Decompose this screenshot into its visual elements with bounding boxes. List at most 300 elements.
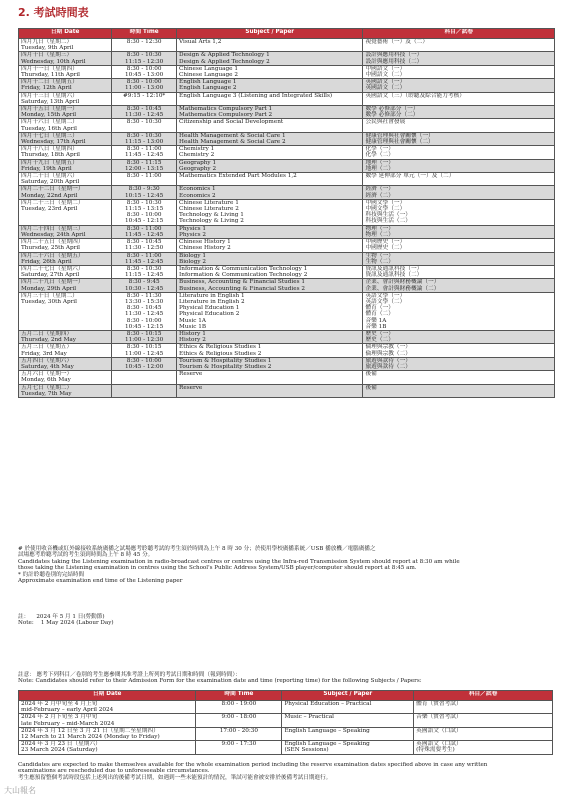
- date-cell: [19, 371, 112, 384]
- header-subject: Subject / Paper: [282, 691, 414, 701]
- table-row: [19, 159, 555, 172]
- table-row: [19, 279, 555, 292]
- header-time: 時間 Time: [112, 29, 177, 39]
- subject-cell: [177, 65, 363, 78]
- time-cell: [112, 39, 177, 52]
- chinese-subject-cell-line: 地理（二）: [365, 165, 394, 172]
- time-cell: [112, 384, 177, 397]
- date-cell-line: 四月二十六日（星期五）: [21, 252, 84, 259]
- chinese-subject-cell: [363, 344, 555, 357]
- time-cell-line: 8:30 - 9:30: [128, 186, 160, 193]
- note-line: 試場應考聆聽考試的考生須到時間為上午 8 時 45 分。: [18, 552, 154, 559]
- date-cell: [19, 79, 112, 92]
- time-cell-line: 8:30 - 10:45: [126, 106, 162, 113]
- date-cell-line: mid-February – early April 2024: [21, 707, 114, 714]
- date-cell-line: Saturday, 27th April: [21, 272, 80, 279]
- note-line: Approximate examination end time of the Listening paper: [18, 578, 183, 585]
- subject-cell: [282, 701, 414, 714]
- time-cell-line: 8:30 - 11:15: [126, 159, 162, 166]
- time-cell: [112, 252, 177, 265]
- time-cell-line: 11:30 - 12:50: [124, 245, 164, 252]
- date-cell-line: Thursday, 25th April: [21, 245, 80, 252]
- date-cell: [19, 344, 112, 357]
- chinese-subject-cell-line: 健康管理與社會關懷（一）: [365, 132, 434, 139]
- time-cell-line: 10:15 - 12:45: [124, 192, 164, 199]
- time-cell-line: 8:30 - 10:45: [126, 305, 162, 312]
- footer-line: examinations are rescheduled due to unforeseeable circumstances.: [18, 768, 210, 775]
- date-cell-line: 五月七日（星期二）: [21, 384, 73, 391]
- subject-cell: [177, 330, 363, 343]
- chinese-subject-cell: [363, 52, 555, 65]
- note-line: * 約計聆聽卷別的完結時間: [18, 571, 85, 578]
- time-cell-line: 11:00 - 12:45: [124, 350, 164, 357]
- date-cell-line: 四月十七日（星期三）: [21, 132, 78, 139]
- time-cell-line: 12:00 - 13:15: [124, 165, 164, 172]
- subject-cell: [177, 132, 363, 145]
- subject-cell-line: Information & Communication Technology 1: [179, 265, 308, 272]
- time-cell-line: 9:00 - 18:00: [221, 714, 257, 721]
- chinese-subject-cell-line: 旅遊與款待（二）: [365, 363, 411, 370]
- footer-notes: [18, 762, 558, 781]
- table-row: [19, 119, 555, 132]
- time-cell-line: 8:30 - 10:30: [126, 132, 162, 139]
- subject-cell: [177, 239, 363, 252]
- date-cell-line: 四月二十三日（星期二）: [21, 199, 84, 206]
- chinese-subject-cell-line: 英國語文（三）（聆聽及綜合能力考核）: [365, 92, 465, 99]
- date-cell-line: [21, 218, 109, 224]
- date-cell: [19, 186, 112, 199]
- date-cell-line: Friday, 19th April: [21, 165, 72, 172]
- date-cell-line: Monday, 22nd April: [21, 192, 78, 199]
- subject-cell: [177, 225, 363, 238]
- time-cell: [112, 65, 177, 78]
- time-cell: [196, 701, 282, 714]
- subject-cell-line: English Language 1: [179, 79, 237, 86]
- header-subject: Subject / Paper: [177, 29, 363, 39]
- subject-cell: [177, 146, 363, 159]
- subject-cell-line: Ethics & Religious Studies 1: [179, 344, 262, 351]
- time-cell-line: 11:45 - 12:45: [124, 231, 164, 238]
- time-cell: [112, 225, 177, 238]
- chinese-subject-cell: [363, 384, 555, 397]
- time-cell-line: 8:30 - 10:00: [126, 79, 162, 86]
- date-cell-line: late February – mid-March 2024: [21, 720, 115, 727]
- table-row: [19, 106, 555, 119]
- date-cell-line: Friday, 12th April: [21, 85, 72, 92]
- date-cell-line: Tuesday, 23rd April: [21, 206, 78, 213]
- subject-cell-line: Biology 1: [179, 252, 206, 259]
- chinese-subject-cell-line: 英語文學（二）: [365, 298, 406, 305]
- date-cell: [19, 701, 196, 714]
- subject-cell-line: History 2: [179, 337, 206, 344]
- table-row: [19, 52, 555, 65]
- subject-cell: [177, 186, 363, 199]
- chinese-subject-cell-line: 中國文學（一）: [365, 199, 406, 206]
- subject-cell-line: Citizenship and Social Development: [179, 119, 284, 126]
- table-row: [19, 265, 555, 278]
- note-line: # 於使用收音機或紅外線接收系統廣播之試場應考聆聽考試的考生須於時間為上午 8 時 30 分；於使用學校廣播系統／USB 播放機／電腦廣播之: [18, 546, 376, 552]
- subject-cell-line: Chinese Language 2: [179, 72, 238, 79]
- subject-cell-line: Chinese Language 1: [179, 65, 238, 72]
- chinese-subject-cell-line: 設計與應用科技（一）: [365, 52, 423, 59]
- time-cell-line: 11:15 - 12:30: [124, 58, 164, 65]
- date-cell: [19, 159, 112, 172]
- time-cell-line: 17:00 - 20:30: [219, 727, 259, 734]
- time-cell-line: 8:30 - 10:15: [126, 330, 162, 337]
- date-cell: [19, 199, 112, 225]
- chinese-subject-cell-line: 倫理與宗教（一）: [365, 344, 411, 351]
- time-cell-line: 8:30 - 11:00: [126, 225, 162, 232]
- table-row: [19, 384, 555, 397]
- time-cell: [196, 727, 282, 740]
- time-cell-line: 8:30 - 11:30: [126, 292, 162, 299]
- time-cell-line: 11:45 - 12:45: [124, 258, 164, 265]
- time-cell: [112, 265, 177, 278]
- date-cell-line: Wednesday, 24th April: [21, 231, 86, 238]
- time-cell-line: 11:30 - 12:45: [124, 311, 164, 318]
- time-cell-line: 8:30 - 10:30: [126, 119, 162, 126]
- table-row: [19, 146, 555, 159]
- table-row: [19, 239, 555, 252]
- time-cell-line: 8:30 - 12:30: [126, 39, 162, 45]
- date-cell-line: 四月十一日（星期四）: [21, 65, 78, 72]
- date-cell: [19, 132, 112, 145]
- date-cell: [19, 265, 112, 278]
- chinese-subject-cell-line: 數學 必修部分（一）: [365, 106, 419, 113]
- table-row: [19, 173, 555, 186]
- time-cell: [112, 330, 177, 343]
- date-cell: [19, 92, 112, 105]
- chinese-subject-cell-line: 生物（二）: [365, 258, 394, 265]
- chinese-subject-cell: [363, 39, 555, 52]
- time-cell: [112, 357, 177, 370]
- date-cell: [19, 252, 112, 265]
- subject-cell-line: Mathematics Compulsory Part 2: [179, 112, 273, 119]
- chinese-subject-cell: [363, 357, 555, 370]
- subject-cell-line: Reserve: [179, 371, 203, 378]
- exam-timetable: [18, 28, 555, 398]
- date-cell-line: Tuesday, 9th April: [21, 45, 74, 52]
- subject-cell: [177, 52, 363, 65]
- time-cell-line: 9:00 - 17:30: [221, 741, 257, 748]
- table-row: [19, 65, 555, 78]
- date-cell-line: 2024 年 3 月 23 日（星期六）: [21, 741, 101, 748]
- date-cell-line: 2024 年 3 月 12 日至 3 月 21 日（星期二至星期四）: [21, 727, 159, 734]
- subject-cell-line: Physics 1: [179, 225, 207, 232]
- date-cell-line: 四月二十五日（星期四）: [21, 239, 84, 246]
- time-cell-line: 8:30 - 11:00: [126, 146, 162, 153]
- chinese-subject-cell-line: 視覺藝術（一）及（二）: [365, 39, 429, 45]
- date-cell-line: 四月十九日（星期五）: [21, 159, 78, 166]
- date-cell-line: Wednesday, 17th April: [21, 139, 86, 146]
- subject-cell-line: Economics 2: [179, 192, 216, 199]
- subject-cell-line: Tourism & Hospitality Studies 2: [179, 363, 272, 370]
- time-cell-line: 11:15 - 13:15: [124, 206, 164, 213]
- holiday-note-en-label: Note:: [18, 620, 34, 627]
- date-cell-line: 四月三十日（星期二）: [21, 292, 78, 299]
- date-cell: [19, 330, 112, 343]
- chinese-subject-cell-line: 體育（一）: [365, 305, 394, 312]
- table-row: [19, 292, 555, 330]
- admission-note: [18, 672, 558, 685]
- date-cell-line: 2024 年 2 月下旬至 3 月中旬: [21, 714, 98, 721]
- date-cell-line: 四月二十二日（星期一）: [21, 186, 84, 193]
- date-cell-line: 四月十日（星期三）: [21, 52, 73, 59]
- chinese-subject-cell-line: 物理（二）: [365, 231, 394, 238]
- chinese-subject-cell: [363, 225, 555, 238]
- date-cell-line: Thursday, 2nd May: [21, 337, 77, 344]
- subject-cell-line: Health Management & Social Care 2: [179, 139, 286, 146]
- table-row: [19, 186, 555, 199]
- date-cell: [19, 727, 196, 740]
- time-cell: [112, 239, 177, 252]
- time-cell-line: 10:45 - 12:00: [124, 363, 164, 370]
- subject-cell: [177, 39, 363, 52]
- date-cell-line: 五月四日（星期六）: [21, 357, 73, 364]
- time-cell: [112, 106, 177, 119]
- chinese-subject-cell: [363, 186, 555, 199]
- chinese-subject-cell-line: 音樂 1B: [365, 323, 387, 330]
- listening-notes: [18, 546, 558, 584]
- time-cell-line: 8:30 - 9:45: [128, 279, 160, 286]
- date-cell: [19, 119, 112, 132]
- date-cell-line: 四月二十九日（星期一）: [21, 279, 84, 286]
- chinese-subject-cell-line: 英語文學（一）: [365, 292, 406, 299]
- chinese-subject-cell: [363, 159, 555, 172]
- chinese-subject-cell: [414, 701, 553, 714]
- subject-cell-line: Information & Communication Technology 2: [179, 272, 308, 279]
- date-cell: [19, 292, 112, 330]
- chinese-subject-cell-line: (特殊需要考生): [416, 747, 455, 754]
- header-chinese-subject: 科目／試卷: [363, 29, 555, 39]
- subject-cell: [282, 741, 414, 754]
- chinese-subject-cell-line: 英國語文（一）: [365, 79, 406, 86]
- subject-cell: [177, 119, 363, 132]
- admission-note-zh: 註意： 應考下列科目／卷別的考生應參閱其准考證上所列的考試日期和時間（報到時間）：: [18, 672, 241, 678]
- date-cell-line: Tuesday, 16th April: [21, 125, 77, 132]
- date-cell: [19, 741, 196, 754]
- time-cell-line: 8:30 - 10:00: [126, 65, 162, 72]
- chinese-subject-cell: [363, 371, 555, 384]
- chinese-subject-cell-line: 中國歷史（二）: [365, 245, 406, 252]
- date-cell: [19, 52, 112, 65]
- chinese-subject-cell-line: 英國語文（口試）: [416, 741, 462, 748]
- date-cell-line: 四月九日（星期二）: [21, 39, 73, 45]
- date-cell: [19, 714, 196, 727]
- chinese-subject-cell: [363, 132, 555, 145]
- subject-cell-line: Music – Practical: [284, 714, 334, 721]
- chinese-subject-cell-line: 中國語文（二）: [365, 72, 406, 79]
- subject-cell: [177, 252, 363, 265]
- subject-cell-line: Chemistry 1: [179, 146, 215, 153]
- subject-cell: [177, 279, 363, 292]
- time-cell-line: 8:30 - 11:00: [126, 252, 162, 259]
- table-row: [19, 79, 555, 92]
- time-cell-line: #9:15 - 12:10*: [122, 92, 166, 99]
- date-cell-line: 23 March 2024 (Saturday): [21, 747, 98, 754]
- chinese-subject-cell-line: 音樂 1A: [365, 317, 387, 324]
- chinese-subject-cell-line: 企業、會計與財務概論（一）: [365, 279, 440, 286]
- subject-cell-line: Chinese History 1: [179, 239, 231, 246]
- table-row: [19, 132, 555, 145]
- subject-cell: [177, 173, 363, 186]
- table-row: [19, 727, 553, 740]
- chinese-subject-cell: [363, 79, 555, 92]
- chinese-subject-cell-line: 英國語文（二）: [365, 85, 406, 92]
- chinese-subject-cell-line: 化學（一）: [365, 146, 394, 153]
- date-cell: [19, 106, 112, 119]
- time-cell: [112, 371, 177, 384]
- date-cell-line: Tuesday, 7th May: [21, 390, 72, 397]
- date-cell: [19, 65, 112, 78]
- header-chinese-subject: 科目／試卷: [414, 691, 553, 701]
- date-cell: [19, 384, 112, 397]
- subject-cell: [177, 106, 363, 119]
- time-cell: [112, 79, 177, 92]
- subject-cell-line: Reserve: [179, 384, 203, 391]
- date-cell-line: Friday, 3rd May: [21, 350, 67, 357]
- subject-cell-line: Technology & Living 2: [179, 218, 244, 225]
- chinese-subject-cell-line: 英國語文（口試）: [416, 727, 462, 734]
- date-cell-line: 四月十八日（星期四）: [21, 146, 78, 153]
- table-row: [19, 225, 555, 238]
- chinese-subject-cell-line: 體育（二）: [365, 311, 394, 318]
- time-cell-line: 8:00 - 19:00: [221, 701, 257, 707]
- date-cell-line: 四月二十四日（星期三）: [21, 225, 84, 232]
- chinese-subject-cell-line: 科技與生活（一）: [365, 212, 411, 219]
- time-cell-line: 8:30 - 10:30: [126, 52, 162, 59]
- chinese-subject-cell-line: 數學 延伸部分 單元（一）及（二）: [365, 173, 455, 180]
- subject-cell: [177, 92, 363, 105]
- subject-cell-line: Chemistry 2: [179, 152, 215, 159]
- time-cell: [112, 279, 177, 292]
- footer-line: Candidates are expected to make themselves available for the whole examination period including the reserve examination dates specified above in case any written: [18, 762, 488, 768]
- subject-cell-line: Technology & Living 1: [179, 212, 244, 219]
- subject-cell-line: Physical Education – Practical: [284, 701, 372, 707]
- date-cell-line: 四月十三日（星期六）: [21, 92, 78, 99]
- time-cell-line: 8:30 - 10:15: [126, 344, 162, 351]
- time-cell-line: 8:30 - 10:30: [126, 199, 162, 206]
- subject-cell-line: Geography 2: [179, 165, 217, 172]
- time-cell-line: 10:45 - 13:00: [124, 72, 164, 79]
- date-cell: [19, 146, 112, 159]
- subject-cell-line: Economics 1: [179, 186, 216, 193]
- subject-cell-line: English Language – Speaking: [284, 727, 370, 734]
- subject-cell-line: Biology 2: [179, 258, 206, 265]
- table-row: [19, 357, 555, 370]
- subject-cell-line: Chinese Literature 1: [179, 199, 239, 206]
- subject-cell-line: Chinese History 2: [179, 245, 231, 252]
- subject-cell-line: Music 1B: [179, 323, 207, 330]
- chinese-subject-cell-line: 科技與生活（二）: [365, 218, 411, 225]
- time-cell-line: 8:30 - 10:45: [126, 239, 162, 246]
- time-cell: [112, 146, 177, 159]
- time-cell: [112, 186, 177, 199]
- subject-cell-line: English Language – Speaking: [284, 741, 370, 748]
- chinese-subject-cell: [363, 239, 555, 252]
- subject-cell-line: Physical Education 1: [179, 305, 240, 312]
- subject-cell-line: Mathematics Extended Part Modules 1,2: [179, 173, 297, 180]
- chinese-subject-cell-line: 地理（一）: [365, 159, 394, 166]
- chinese-subject-cell-line: 企業、會計與財務概論（二）: [365, 285, 440, 292]
- table-row: [19, 701, 553, 714]
- chinese-subject-cell: [363, 199, 555, 225]
- chinese-subject-cell-line: 中國語文（一）: [365, 65, 406, 72]
- time-cell-line: 8:30 - 11:00: [126, 173, 162, 180]
- time-cell-line: 8:30 - 10:00: [126, 212, 162, 219]
- table-row: [19, 92, 555, 105]
- subject-cell: [177, 292, 363, 330]
- subject-cell-line: Health Management & Social Care 1: [179, 132, 286, 139]
- holiday-note: [18, 614, 558, 627]
- subject-cell: [177, 357, 363, 370]
- time-cell-line: 11:00 - 12:30: [124, 337, 164, 344]
- table-row: [19, 714, 553, 727]
- holiday-note-zh-label: 註：: [18, 614, 30, 620]
- date-cell-line: Friday, 26th April: [21, 258, 72, 265]
- date-cell-line: Saturday, 4th May: [21, 363, 74, 370]
- note-line: Candidates taking the Listening examination in radio-broadcast centres or centres using the Infra-red Transmission System should report at 8:30 am while: [18, 558, 460, 565]
- time-cell-line: 13:30 - 15:30: [124, 298, 164, 305]
- time-cell-line: [114, 371, 174, 377]
- note-line: those taking the Listening examination in centres using the School's Public Address System/USB player/computer should report at 8:45 am.: [18, 565, 417, 572]
- chinese-subject-cell-line: 歷史（一）: [365, 330, 394, 337]
- table-row: [19, 39, 555, 52]
- date-cell-line: 四月十五日（星期一）: [21, 106, 78, 113]
- chinese-subject-cell-line: 數學 必修部分（二）: [365, 112, 419, 119]
- subject-cell-line: Design & Applied Technology 2: [179, 58, 270, 65]
- subject-cell-line: Literature in English 1: [179, 292, 245, 299]
- time-cell: [112, 173, 177, 186]
- subject-cell-line: Chinese Literature 2: [179, 206, 239, 213]
- table-row: [19, 199, 555, 225]
- chinese-subject-cell: [363, 252, 555, 265]
- date-cell-line: Monday, 29th April: [21, 285, 77, 292]
- subject-cell-line: English Language 2: [179, 85, 237, 92]
- subject-cell: [282, 714, 414, 727]
- chinese-subject-cell-line: 公民與社會發展: [365, 119, 406, 126]
- time-cell: [112, 119, 177, 132]
- subject-cell-line: History 1: [179, 330, 206, 337]
- date-cell: [19, 279, 112, 292]
- date-cell-line: 五月二日（星期四）: [21, 330, 73, 337]
- subject-cell-line: Tourism & Hospitality Studies 1: [179, 357, 272, 364]
- time-cell-line: 11:45 - 12:45: [124, 152, 164, 159]
- chinese-subject-cell-line: 中國文學（二）: [365, 206, 406, 213]
- date-cell-line: 四月二十七日（星期六）: [21, 265, 84, 272]
- chinese-subject-cell: [363, 173, 555, 186]
- date-cell: [19, 173, 112, 186]
- chinese-subject-cell: [363, 279, 555, 292]
- chinese-subject-cell-line: 化學（二）: [365, 152, 394, 159]
- practical-exam-table: [18, 690, 553, 755]
- chinese-subject-cell-line: 資訊及通訊科技（一）: [365, 265, 423, 272]
- chinese-subject-cell-line: 後備: [365, 384, 377, 391]
- chinese-subject-cell: [363, 119, 555, 132]
- header-date: 日期 Date: [19, 691, 196, 701]
- subject-cell-line: Business, Accounting & Financial Studies 1: [179, 279, 305, 286]
- chinese-subject-cell: [363, 292, 555, 330]
- subject-cell: [177, 265, 363, 278]
- time-cell: [112, 344, 177, 357]
- chinese-subject-cell-line: 體育（實習考試）: [416, 701, 462, 707]
- chinese-subject-cell: [363, 92, 555, 105]
- holiday-note-en: 1 May 2024 (Labour Day): [40, 620, 114, 627]
- table-row: [19, 371, 555, 384]
- subject-cell-line: Design & Applied Technology 1: [179, 52, 270, 59]
- time-cell: [112, 159, 177, 172]
- date-cell-line: 四月十二日（星期五）: [21, 79, 78, 86]
